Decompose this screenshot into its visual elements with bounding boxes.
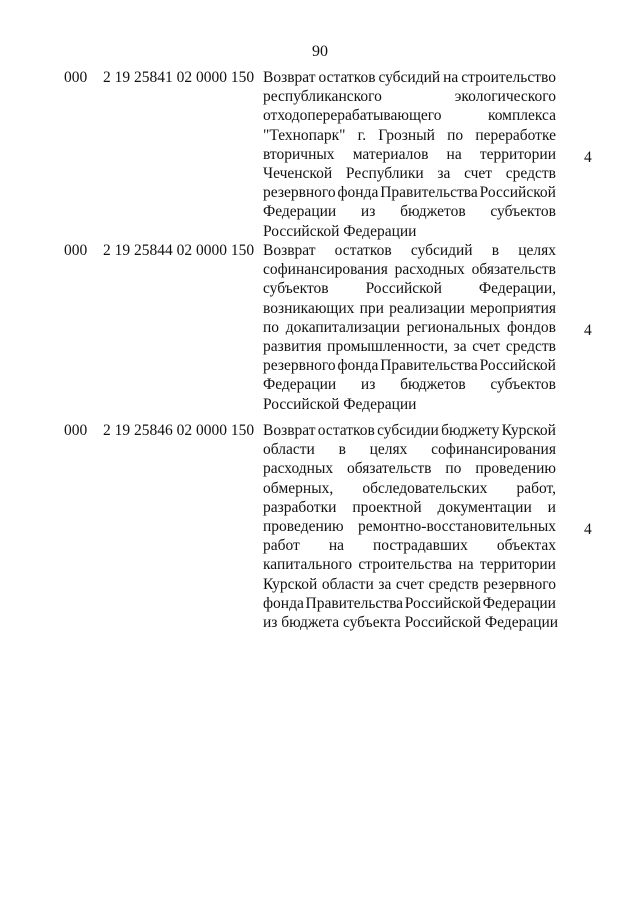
row-description: [263, 421, 559, 632]
description-word: Возврат: [263, 69, 316, 86]
description-line: [263, 375, 556, 394]
description-word: Федерации,: [478, 280, 556, 298]
description-word: комплекса: [487, 107, 556, 125]
description-word: на: [446, 145, 462, 163]
description-word: фонда: [337, 184, 379, 202]
description-word: обязательств: [471, 261, 556, 279]
description-word: переработке: [475, 126, 556, 144]
description-word: Российской: [479, 357, 556, 375]
description-word: работ: [263, 537, 300, 555]
description-word: Возврат: [263, 422, 316, 439]
description-line: [263, 279, 556, 298]
description-word: остатков: [334, 242, 392, 259]
description-line: [263, 145, 556, 164]
description-word: развития: [263, 337, 322, 355]
row-description: [263, 68, 556, 241]
description-line: из бюджета субъекта Российской Федерации: [263, 613, 559, 631]
description-word: обследовательских: [362, 479, 488, 497]
description-word: на: [458, 556, 474, 574]
page-number: 90: [312, 43, 328, 60]
description-word: средств: [505, 337, 556, 355]
description-word: бюджетов: [400, 376, 466, 394]
description-word: капитального: [263, 556, 353, 574]
description-word: субсидий: [378, 69, 441, 86]
description-word: на: [328, 537, 344, 555]
description-word: субсидий: [410, 242, 473, 259]
description-word: средств: [428, 575, 479, 593]
description-word: бюджету: [441, 422, 500, 439]
description-word: проведению: [475, 460, 556, 478]
amount-value: 4: [584, 148, 592, 166]
description-line: [263, 356, 556, 375]
description-line: [263, 164, 556, 183]
description-word: разработки: [263, 498, 337, 516]
description-word: софинансирования: [431, 441, 556, 459]
description-word: фондов: [506, 318, 556, 336]
description-word: экологического: [454, 88, 556, 106]
description-word: Правительства: [305, 594, 404, 612]
description-word: Курской: [263, 575, 318, 593]
amount-value: 4: [584, 321, 592, 339]
description-word: Республики: [345, 164, 424, 182]
description-word: из: [360, 376, 376, 394]
description-word: из: [360, 203, 376, 221]
description-line: [263, 202, 556, 221]
description-word: Российской: [365, 280, 442, 298]
description-word: Российской: [479, 184, 556, 202]
description-word: в: [338, 441, 346, 459]
description-word: Чеченской: [263, 164, 333, 182]
description-line: [263, 299, 556, 318]
description-word: "Технопарк": [263, 126, 346, 144]
description-word: Курской: [501, 422, 556, 439]
description-word: счет: [464, 164, 493, 182]
description-word: и: [547, 498, 556, 516]
description-word: бюджетов: [400, 203, 466, 221]
description-line: [263, 337, 556, 356]
description-word: Правительства: [380, 184, 478, 202]
description-word: Правительства: [380, 357, 478, 375]
budget-classification-code: 2 19 25846 02 0000 150: [103, 422, 255, 439]
row-description: [263, 241, 556, 414]
description-word: объектах: [496, 537, 556, 555]
description-word: софинансирования: [263, 261, 388, 279]
description-word: региональных: [406, 318, 501, 336]
description-word: фонда: [263, 594, 304, 612]
description-word: материалов: [352, 145, 429, 163]
admin-code: 000: [64, 422, 88, 439]
description-line: [263, 241, 556, 260]
description-word: по: [263, 318, 280, 336]
description-word: счет: [472, 337, 501, 355]
description-line: [263, 68, 556, 87]
description-line: [263, 421, 556, 440]
budget-classification-code: 2 19 25844 02 0000 150: [103, 242, 255, 259]
description-word: субъектов: [490, 376, 556, 394]
description-word: реализации: [389, 299, 465, 317]
description-word: за: [437, 164, 451, 182]
description-word: проектной: [352, 498, 422, 516]
description-word: мероприятия: [470, 299, 556, 317]
description-line: [263, 459, 556, 478]
description-word: области: [321, 575, 374, 593]
description-word: промышленности,: [327, 337, 448, 355]
description-word: при: [359, 299, 384, 317]
description-line: [263, 318, 556, 337]
description-word: на: [443, 69, 459, 86]
description-word: целях: [369, 441, 408, 459]
description-word: докапитализации: [285, 318, 400, 336]
description-word: фонда: [337, 357, 379, 375]
description-line: [263, 260, 556, 279]
description-word: по: [447, 126, 464, 144]
description-word: пострадавших: [372, 537, 468, 555]
description-word: расходных: [394, 261, 465, 279]
description-word: г.: [357, 126, 367, 144]
description-line: [263, 106, 556, 125]
description-line: [263, 498, 556, 517]
description-line: [263, 440, 556, 459]
description-word: Федерации: [263, 203, 337, 221]
description-word: работ,: [516, 479, 556, 497]
description-line: [263, 183, 556, 202]
description-word: отходоперерабатывающего: [263, 107, 442, 125]
description-line: [263, 555, 556, 574]
amount-value: 4: [584, 521, 592, 538]
description-word: резервного: [263, 184, 336, 202]
description-word: проведению: [263, 517, 344, 535]
description-word: целях: [518, 242, 556, 259]
description-word: резервного: [483, 575, 556, 593]
description-line: Российской Федерации: [263, 395, 417, 413]
admin-code: 000: [64, 69, 88, 86]
description-word: остатков: [318, 69, 376, 86]
description-word: области: [263, 441, 315, 459]
description-line: Российской Федерации: [263, 222, 417, 240]
description-line: [263, 517, 556, 536]
description-line: [263, 575, 556, 594]
description-word: обязательств: [347, 460, 432, 478]
description-word: территории: [479, 556, 556, 574]
description-word: субъектов: [490, 203, 556, 221]
description-word: Грозный: [378, 126, 435, 144]
description-line: [263, 126, 556, 145]
budget-classification-code: 2 19 25841 02 0000 150: [103, 69, 255, 86]
description-word: республиканского: [263, 88, 382, 106]
description-word: Российской: [404, 594, 482, 612]
description-word: ремонтно-восстановительных: [358, 517, 556, 535]
description-word: обмерных,: [263, 479, 334, 497]
description-word: строительство: [461, 69, 556, 86]
description-word: средств: [505, 164, 556, 182]
description-line: [263, 479, 556, 498]
description-word: субъектов: [263, 280, 329, 298]
description-word: резервного: [263, 357, 336, 375]
description-word: счет: [395, 575, 424, 593]
description-word: документации: [437, 498, 532, 516]
description-word: по: [445, 460, 462, 478]
description-word: за: [378, 575, 392, 593]
description-word: в: [491, 242, 500, 259]
description-word: Федерации: [482, 594, 556, 612]
description-word: остатков: [317, 422, 375, 439]
description-line: [263, 594, 556, 613]
description-word: территории: [479, 145, 556, 163]
description-word: строительства: [358, 556, 453, 574]
description-word: вторичных: [263, 145, 335, 163]
description-word: Федерации: [263, 376, 337, 394]
description-line: [263, 536, 556, 555]
description-word: Возврат: [263, 242, 316, 259]
admin-code: 000: [64, 242, 88, 259]
description-word: субсидии: [377, 422, 439, 439]
description-line: [263, 87, 556, 106]
description-word: возникающих: [263, 299, 355, 317]
description-word: за: [453, 337, 467, 355]
description-word: расходных: [263, 460, 334, 478]
